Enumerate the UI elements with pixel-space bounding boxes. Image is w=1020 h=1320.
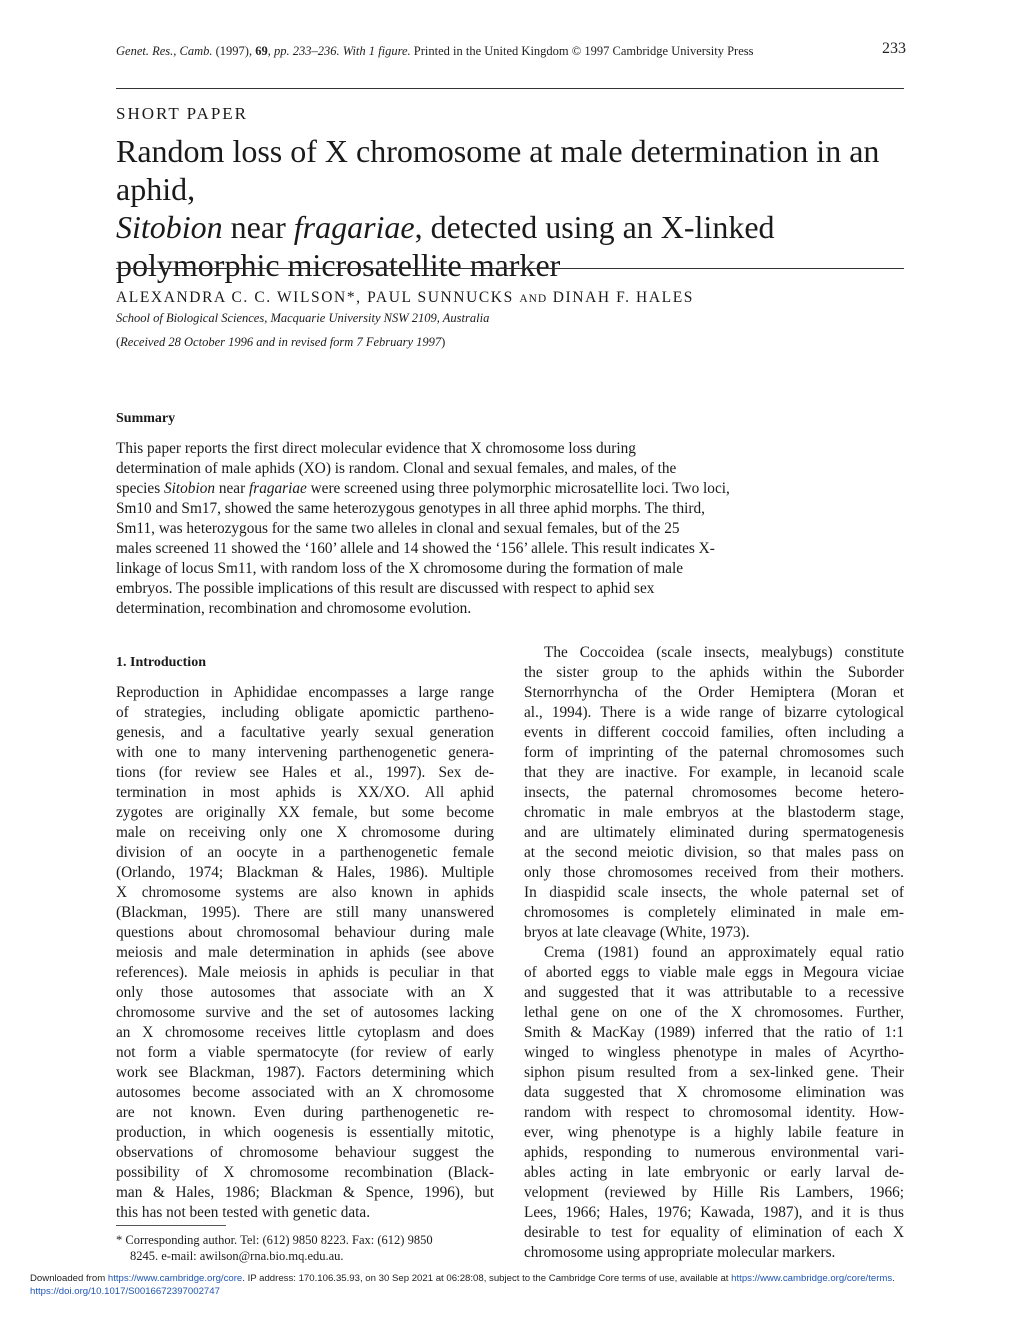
column-line: of strategies, including obligate apomictic partheno- — [116, 704, 494, 721]
column-line: genesis, and a facultative yearly sexual generation — [116, 724, 494, 741]
column-line: zygotes are originally XX female, but some become — [116, 804, 494, 821]
affiliation: School of Biological Sciences, Macquarie University NSW 2109, Australia — [116, 311, 490, 325]
column-line: Lees, 1966; Hales, 1976; Kawada, 1987), and it is thus — [524, 1204, 904, 1221]
column-line: bryos at late cleavage (White, 1973). — [524, 924, 750, 941]
column-line: at the second meiotic division, so that males pass on — [524, 844, 904, 861]
journal-pages: pp. 233–236. — [273, 44, 340, 58]
column-line: meiosis and male determination in aphids (see above — [116, 944, 494, 961]
copyright: © 1997 Cambridge University Press — [571, 44, 754, 58]
figure-note: With 1 figure. — [342, 44, 411, 58]
column-line: are not known. Even during parthenogenetic re- — [116, 1104, 494, 1121]
introduction-heading: 1. Introduction — [116, 655, 206, 670]
footnote-line: 8245. e-mail: awilson@rna.bio.mq.edu.au. — [130, 1249, 344, 1263]
column-line: Smith & MacKay (1989) inferred that the ratio of 1:1 — [524, 1024, 904, 1041]
author-list — [116, 289, 694, 307]
summary-line: species Sitobion near fragariae were screened using three polymorphic microsatellite loci. Two loci, — [116, 480, 730, 497]
doi-link[interactable]: https://doi.org/10.1017/S0016672397002747 — [30, 1286, 220, 1297]
authors-last: DINAH F. HALES — [552, 289, 695, 306]
column-line: (Blackman, 1995). There are still many unanswered — [116, 904, 494, 921]
column-line: tions (for review see Hales et al., 1997). Sex de- — [116, 764, 494, 781]
column-line: of aborted eggs to viable male eggs in Megoura viciae — [524, 964, 904, 981]
column-line: the sister group to the aphids within the Suborder — [524, 664, 904, 681]
column-line: data suggested that X chromosome elimination was — [524, 1084, 904, 1101]
title-part2: , detected using an X-linked polymorphic microsatellite marker — [116, 209, 775, 283]
column-line: chromosome using appropriate molecular markers. — [524, 1244, 836, 1261]
footnote-line: * Corresponding author. Tel: (612) 9850 8223. Fax: (612) 9850 — [116, 1233, 433, 1247]
footnote — [116, 1232, 496, 1264]
summary-line: embryos. The possible implications of this result are discussed with respect to aphid sex — [116, 580, 655, 597]
column-line: work see Blackman, 1987). Factors determining which — [116, 1064, 494, 1081]
column-line: chromosomes is completely eliminated in male em- — [524, 904, 904, 921]
column-line: winged to wingless phenotype in males of Acyrtho- — [524, 1044, 904, 1061]
column-line: The Coccoidea (scale insects, mealybugs) constitute — [544, 644, 904, 661]
column-line: Crema (1981) found an approximately equal ratio — [544, 944, 904, 961]
column-line: aphids, responding to numerous environmental vari- — [524, 1144, 904, 1161]
column-line: events in different coccoid families, often including a — [524, 724, 904, 741]
received-text: Received 28 October 1996 and in revised form 7 February 1997 — [120, 335, 442, 349]
download-mid: . IP address: 170.106.35.93, on 30 Sep 2021 at 06:28:08, subject to the Cambridge Core terms of use, available at — [242, 1273, 729, 1284]
column-line: ables acting in late embryonic or early larval de- — [524, 1164, 904, 1181]
column-line: lethal gene on one of the X chromosomes. Further, — [524, 1004, 904, 1021]
column-line: insects, the paternal chromosomes become hetero- — [524, 784, 904, 801]
journal-volume: 69 — [255, 44, 268, 58]
column-line: autosomes become associated with an X chromosome — [116, 1084, 494, 1101]
journal-name: Genet. Res., Camb. — [116, 44, 213, 58]
column-line: questions about chromosomal behaviour during male — [116, 924, 494, 941]
column-line: random with respect to chromosomal identity. How- — [524, 1104, 904, 1121]
title-species: fragariae — [293, 209, 415, 245]
summary-line: Sm10 and Sm17, showed the same heterozygous genotypes in all three aphid morphs. The third, — [116, 500, 705, 517]
header-rule — [116, 88, 904, 89]
title-near: near — [230, 209, 286, 245]
column-line: and are ultimately eliminated during spermatogenesis — [524, 824, 904, 841]
column-line: ever, wing phenotype is a highly labile feature in — [524, 1124, 904, 1141]
column-line: siphon pisum resulted from a sex-linked gene. Their — [524, 1064, 904, 1081]
page-number: 233 — [882, 40, 906, 57]
column-line: not form a viable spermatocyte (for review of early — [116, 1044, 494, 1061]
paper-title — [116, 132, 916, 284]
summary-line: determination of male aphids (XO) is random. Clonal and sexual females, and males, of the — [116, 460, 677, 477]
authors-and: AND — [519, 293, 548, 305]
summary-line: males screened 11 showed the ‘160’ allele and 14 showed the ‘156’ allele. This result indicates X- — [116, 540, 715, 557]
column-line: (Orlando, 1974; Blackman & Hales, 1986). Multiple — [116, 864, 494, 881]
authors-first: ALEXANDRA C. C. WILSON*, PAUL SUNNUCKS — [116, 289, 514, 306]
summary-line: This paper reports the first direct molecular evidence that X chromosome loss during — [116, 440, 636, 457]
summary-line: determination, recombination and chromosome evolution. — [116, 600, 472, 617]
title-part1: Random loss of X chromosome at male determination in an aphid, — [116, 133, 880, 207]
column-line: termination in most aphids is XX/XO. All aphid — [116, 784, 494, 801]
summary-heading: Summary — [116, 411, 176, 426]
column-line: man & Hales, 1986; Blackman & Spence, 1996), but — [116, 1184, 494, 1201]
column-line: only those autosomes that associate with an X — [116, 984, 494, 1001]
download-notice: Downloaded from https://www.cambridge.org/core. IP address: 170.106.35.93, on 30 Sep 2021 at 06:28:08, subject to the Cambridge Core terms of use, available at https://www.cambridge.org/core/terms. https://doi.org/10.1017/S0016672397002747 — [30, 1273, 895, 1297]
right-column — [524, 643, 904, 1263]
journal-year: (1997), — [215, 44, 253, 58]
column-line: only those chromosomes received from their mothers. — [524, 864, 904, 881]
column-line: production, in which oogenesis is essentially mitotic, — [116, 1124, 494, 1141]
column-line: desirable to test for equality of elimination of each X — [524, 1224, 904, 1241]
title-rule — [116, 268, 904, 269]
column-line: velopment (reviewed by Hille Ris Lambers, 1966; — [524, 1184, 904, 1201]
column-line: this has not been tested with genetic data. — [116, 1204, 371, 1221]
terms-link[interactable]: https://www.cambridge.org/core/terms — [731, 1273, 893, 1284]
summary-line: Sm11, was heterozygous for the same two alleles in clonal and sexual females, but of the 25 — [116, 520, 680, 537]
title-genus: Sitobion — [116, 209, 223, 245]
column-line: form of imprinting of the paternal chromosomes such — [524, 744, 904, 761]
received-dates: (Received 28 October 1996 and in revised form 7 February 1997) — [116, 335, 446, 349]
column-line: al., 1994). There is a wide range of bizarre cytological — [524, 704, 904, 721]
column-line: X chromosome systems are also known in aphids — [116, 884, 494, 901]
column-line: Reproduction in Aphididae encompasses a large range — [116, 684, 494, 701]
column-line: with one to many intervening parthenogenetic genera- — [116, 744, 494, 761]
core-link[interactable]: https://www.cambridge.org/core — [107, 1273, 243, 1284]
left-column — [116, 683, 494, 1223]
column-line: an X chromosome receives little cytoplasm and does — [116, 1024, 494, 1041]
footnote-rule — [116, 1225, 226, 1226]
column-line: chromatic in male embryos at the blastoderm stage, — [524, 804, 904, 821]
column-line: references). Male meiosis in aphids is peculiar in that — [116, 964, 494, 981]
column-line: and suggested that it was attributable to a recessive — [524, 984, 904, 1001]
running-header: Genet. Res., Camb. (1997), 69, pp. 233–236. With 1 figure. Printed in the United Kingdom © 1997 Cambridge University Press 233 — [116, 40, 906, 58]
column-line: Sternorrhyncha of the Order Hemiptera (Moran et — [524, 684, 904, 701]
column-line: possibility of X chromosome recombination (Black- — [116, 1164, 494, 1181]
summary-line: linkage of locus Sm11, with random loss of the X chromosome during the formation of male — [116, 560, 684, 577]
paper-type: SHORT PAPER — [116, 104, 249, 123]
column-line: that they are inactive. For example, in lecanoid scale — [524, 764, 904, 781]
download-prefix: Downloaded from — [30, 1273, 106, 1284]
column-line: male on receiving only one X chromosome during — [116, 824, 494, 841]
column-line: chromosome survive and the set of autosomes lacking — [116, 1004, 494, 1021]
column-line: In diaspidid scale insects, the whole paternal set of — [524, 884, 904, 901]
column-line: observations of chromosome behaviour suggest the — [116, 1144, 494, 1161]
summary-text — [116, 439, 836, 619]
column-line: division of an oocyte in a parthenogenetic female — [116, 844, 494, 861]
printed-note: Printed in the United Kingdom — [413, 44, 569, 58]
